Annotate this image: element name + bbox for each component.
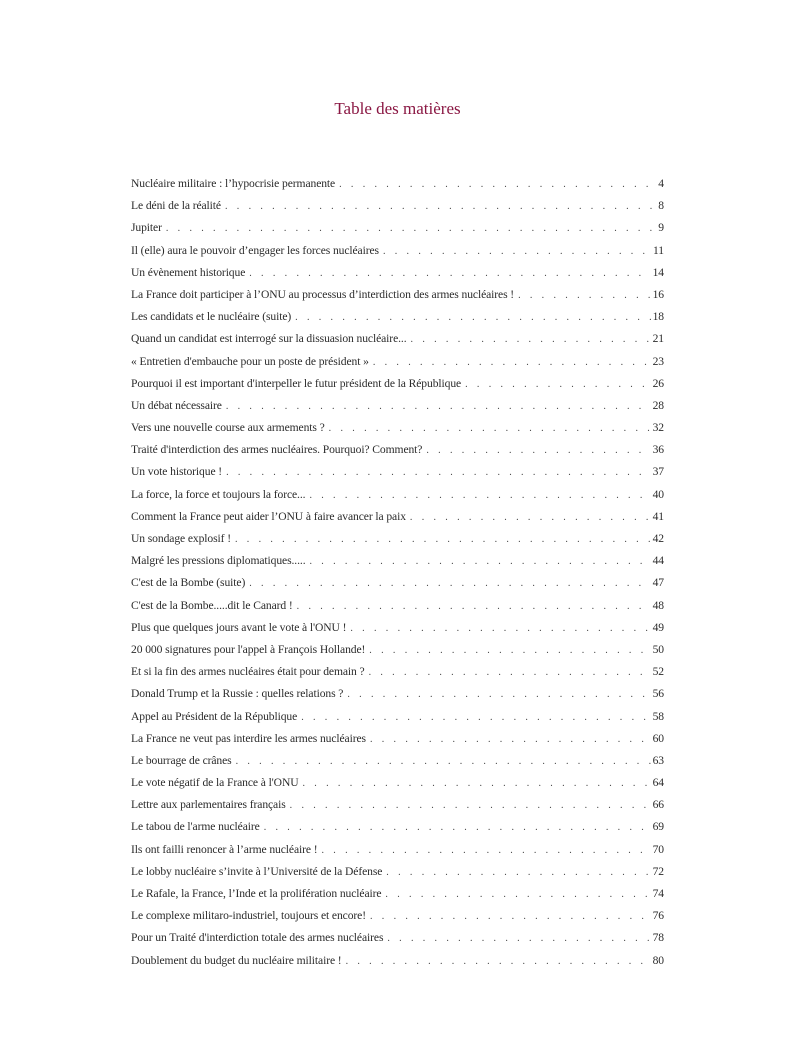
toc-entry-title: Doublement du budget du nucléaire militaire !	[131, 953, 342, 967]
toc-entry-page: 21	[652, 332, 664, 346]
toc-dot-leader	[297, 601, 651, 612]
toc-entry[interactable]	[131, 244, 664, 266]
toc-dot-leader	[347, 689, 650, 700]
toc-entry-title: C'est de la Bombe.....dit le Canard !	[131, 598, 293, 612]
toc-entry-page: 41	[652, 509, 664, 523]
toc-entry[interactable]	[131, 266, 664, 288]
toc-dot-leader	[387, 933, 650, 944]
toc-entry-page: 60	[652, 731, 664, 745]
toc-entry-title: C'est de la Bombe (suite)	[131, 576, 246, 590]
toc-entry-page: 50	[652, 642, 664, 656]
toc-entry-page: 18	[652, 310, 664, 324]
toc-entry-page: 78	[652, 931, 664, 945]
toc-dot-leader	[225, 201, 656, 212]
toc-entry-title: « Entretien d'embauche pour un poste de président »	[131, 354, 369, 368]
toc-dot-leader	[346, 956, 651, 967]
toc-entry-title: Le bourrage de crânes	[131, 753, 232, 767]
toc-entry-title: Le vote négatif de la France à l'ONU	[131, 776, 299, 790]
toc-entry-page: 28	[652, 398, 664, 412]
toc-entry-title: Un vote historique !	[131, 465, 223, 479]
toc-entry-title: Le complexe militaro-industriel, toujours et encore!	[131, 909, 366, 923]
toc-entry-title: Nucléaire militaire : l’hypocrisie permanente	[131, 177, 336, 190]
toc-entry-title: Un évènement historique	[131, 265, 246, 279]
toc-entry-title: Les candidats et le nucléaire (suite)	[131, 310, 292, 324]
toc-entry[interactable]	[131, 687, 664, 709]
toc-entry-title: 20 000 signatures pour l'appel à François Hollande!	[131, 642, 366, 656]
toc-entry[interactable]	[131, 887, 664, 909]
toc-entry-page: 64	[652, 776, 664, 790]
toc-entry-page: 11	[653, 243, 664, 257]
toc-dot-leader	[339, 179, 656, 190]
toc-dot-leader	[226, 467, 651, 478]
toc-entry[interactable]	[131, 820, 664, 842]
toc-entry-page: 49	[652, 620, 664, 634]
toc-dot-leader	[264, 822, 651, 833]
toc-entry[interactable]	[131, 355, 664, 377]
toc-entry-page: 26	[652, 376, 664, 390]
toc-entry-page: 56	[652, 687, 664, 701]
toc-entry[interactable]	[131, 954, 664, 976]
toc-dot-leader	[295, 312, 650, 323]
toc-entry[interactable]	[131, 332, 664, 354]
toc-dot-leader	[426, 445, 650, 456]
toc-entry[interactable]	[131, 532, 664, 554]
toc-entry[interactable]	[131, 732, 664, 754]
toc-entry-title: Donald Trump et la Russie : quelles relations ?	[131, 687, 344, 701]
toc-entry[interactable]	[131, 399, 664, 421]
toc-dot-leader	[290, 800, 651, 811]
toc-dot-leader	[369, 667, 651, 678]
toc-entry-title: Le tabou de l'arme nucléaire	[131, 820, 260, 834]
toc-dot-leader	[301, 712, 650, 723]
toc-entry[interactable]	[131, 865, 664, 887]
toc-entry-title: Appel au Président de la République	[131, 709, 298, 723]
toc-entry[interactable]	[131, 621, 664, 643]
toc-entry-title: Quand un candidat est interrogé sur la dissuasion nucléaire...	[131, 332, 407, 346]
toc-entry-page: 4	[658, 177, 664, 190]
toc-entry[interactable]	[131, 843, 664, 865]
toc-entry-page: 23	[652, 354, 664, 368]
toc-entry[interactable]	[131, 798, 664, 820]
toc-entry-page: 47	[652, 576, 664, 590]
toc-entry[interactable]	[131, 554, 664, 576]
toc-entry-title: Comment la France peut aider l’ONU à faire avancer la paix	[131, 509, 406, 523]
toc-entry-page: 36	[652, 443, 664, 457]
toc-entry-page: 69	[652, 820, 664, 834]
toc-entry-page: 76	[652, 909, 664, 923]
page-title: Table des matières	[334, 99, 461, 118]
toc-dot-leader	[350, 623, 650, 634]
toc-dot-leader	[383, 246, 651, 257]
toc-entry-title: Traité d'interdiction des armes nucléaires. Pourquoi? Comment?	[131, 443, 423, 457]
toc-entry-title: La France doit participer à l’ONU au processus d’interdiction des armes nucléaires !	[131, 287, 515, 301]
toc-dot-leader	[303, 778, 651, 789]
toc-entry-title: Plus que quelques jours avant le vote à l'ONU !	[131, 620, 347, 634]
toc-entry-title: Malgré les pressions diplomatiques.....	[131, 554, 306, 568]
toc-entry-title: Et si la fin des armes nucléaires était pour demain ?	[131, 665, 365, 679]
toc-entry[interactable]	[131, 909, 664, 931]
toc-entry-page: 80	[652, 953, 664, 967]
toc-entry-page: 44	[652, 554, 664, 568]
toc-dot-leader	[369, 645, 650, 656]
toc-entry[interactable]	[131, 754, 664, 776]
toc-entry[interactable]	[131, 421, 664, 443]
toc-entry[interactable]	[131, 931, 664, 953]
toc-entry-page: 52	[652, 665, 664, 679]
toc-dot-leader	[166, 223, 656, 234]
toc-dot-leader	[321, 845, 650, 856]
toc-entry-page: 8	[658, 199, 664, 213]
toc-entry-title: La force, la force et toujours la force...	[131, 487, 306, 501]
toc-entry-title: Ils ont failli renoncer à l’arme nucléaire !	[131, 842, 318, 856]
toc-entry-title: Le Rafale, la France, l’Inde et la prolifération nucléaire	[131, 887, 382, 900]
toc-entry-page: 58	[652, 709, 664, 723]
toc-entry[interactable]	[131, 443, 664, 465]
toc-dot-leader	[518, 290, 651, 301]
toc-entry-title: Pour un Traité d'interdiction totale des armes nucléaires	[131, 931, 384, 945]
toc-entry[interactable]	[131, 465, 664, 487]
toc-dot-leader	[249, 578, 650, 589]
toc-entry[interactable]	[131, 599, 664, 621]
toc-entry-page: 74	[652, 887, 664, 900]
toc-entry[interactable]	[131, 776, 664, 798]
toc-entry-title: Jupiter	[131, 221, 162, 235]
toc-dot-leader	[235, 534, 651, 545]
toc-entry-page: 14	[652, 265, 664, 279]
toc-entry[interactable]	[131, 510, 664, 532]
toc-dot-leader	[370, 734, 651, 745]
toc-entry-page: 42	[652, 532, 664, 545]
toc-entry-title: Le déni de la réalité	[131, 199, 221, 213]
toc-dot-leader	[310, 556, 651, 567]
toc-entry-title: La France ne veut pas interdire les armes nucléaires	[131, 731, 366, 745]
toc-dot-leader	[329, 423, 651, 434]
toc-entry-page: 9	[658, 221, 664, 235]
toc-entry-title: Un débat nécessaire	[131, 398, 222, 412]
toc-dot-leader	[226, 401, 651, 412]
toc-dot-leader	[309, 490, 650, 501]
toc-entry[interactable]	[131, 177, 664, 199]
toc-entry-page: 72	[652, 864, 664, 878]
toc-dot-leader	[373, 357, 651, 368]
toc-entry[interactable]	[131, 710, 664, 732]
toc-dot-leader	[411, 334, 651, 345]
toc-entry-page: 70	[652, 842, 664, 856]
toc-entry-page: 48	[652, 598, 664, 612]
toc-entry-page: 16	[652, 287, 664, 301]
toc-entry[interactable]	[131, 643, 664, 665]
toc-dot-leader	[465, 379, 651, 390]
toc-dot-leader	[410, 512, 651, 523]
toc-dot-leader	[386, 867, 650, 878]
toc-entry-title: Un sondage explosif !	[131, 532, 231, 545]
toc-entry[interactable]	[131, 377, 664, 399]
toc-entry[interactable]	[131, 221, 664, 243]
toc-entry-page: 63	[652, 753, 664, 767]
toc-entry-page: 37	[652, 465, 664, 479]
toc-entry[interactable]	[131, 488, 664, 510]
toc-entry-title: Il (elle) aura le pouvoir d’engager les forces nucléaires	[131, 243, 379, 257]
table-of-contents	[131, 177, 664, 976]
toc-entry-title: Lettre aux parlementaires français	[131, 798, 286, 812]
toc-entry-page: 66	[652, 798, 664, 812]
toc-entry-title: Vers une nouvelle course aux armements ?	[131, 421, 325, 435]
toc-entry[interactable]	[131, 665, 664, 687]
toc-dot-leader	[370, 911, 651, 922]
toc-entry-page: 32	[652, 421, 664, 435]
toc-dot-leader	[236, 756, 651, 767]
toc-entry[interactable]	[131, 310, 664, 332]
toc-entry[interactable]	[131, 199, 664, 221]
toc-entry-title: Pourquoi il est important d'interpeller le futur président de la République	[131, 376, 462, 390]
toc-entry-page: 40	[652, 487, 664, 501]
toc-entry[interactable]	[131, 288, 664, 310]
toc-entry-title: Le lobby nucléaire s’invite à l’Université de la Défense	[131, 864, 383, 878]
toc-dot-leader	[249, 268, 650, 279]
toc-dot-leader	[385, 889, 650, 900]
toc-entry[interactable]	[131, 576, 664, 598]
